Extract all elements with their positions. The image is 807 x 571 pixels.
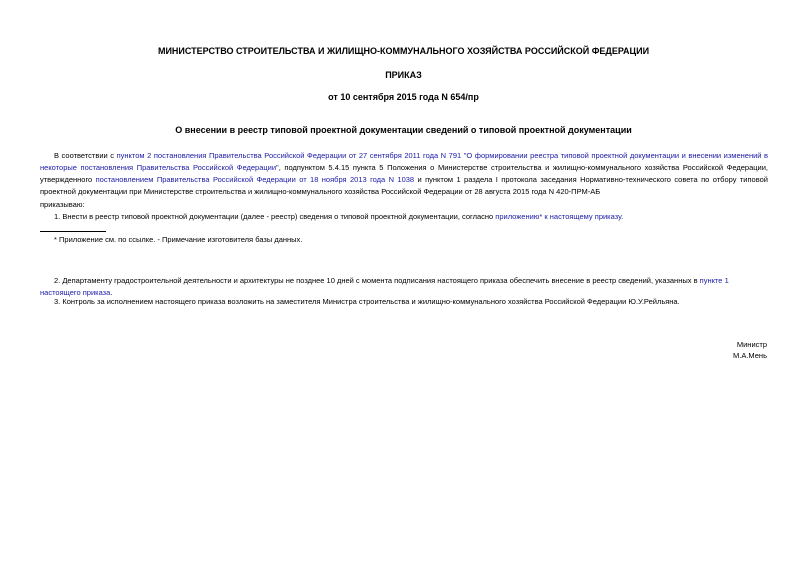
item-2-text-2: . xyxy=(110,288,113,297)
footnote-text: * Приложение см. по ссылке. - Примечание изготовителя базы данных. xyxy=(54,235,303,244)
item-2-text-1: 2. Департаменту градостроительной деятельности и архитектуры не позднее 10 дней с момента подписания настоящего приказа обеспечить внесение в реестр сведений, указанных в xyxy=(54,276,700,285)
preamble-text-3: и пунктом 1 раздела I протокола заседания Нормативно-технического совета по отбору типовой проектной документации при Министерстве строительства и жилищно-коммунального хозяйства Российской Федерации от 28 августа 2015 года N 420-ПРМ-АБ xyxy=(40,175,768,196)
item-3-paragraph: 3. Контроль за исполнением настоящего приказа возложить на заместителя Министра строительства и жилищно-коммунального хозяйства Российской Федерации Ю.У.Рейльяна. xyxy=(54,297,680,306)
link-item-1[interactable]: пункте 1 настоящего приказа xyxy=(40,276,729,297)
item-1-text-2: . xyxy=(621,212,624,221)
ministry-heading: МИНИСТЕРСТВО СТРОИТЕЛЬСТВА И ЖИЛИЩНО-КОММУНАЛЬНОГО ХОЗЯЙСТВА РОССИЙСКОЙ ФЕДЕРАЦИИ xyxy=(157,46,650,56)
link-decree-1038[interactable]: постановлением Правительства Российской Федерации от 18 ноября 2013 года N 1038 xyxy=(95,175,415,184)
date-number-heading: от 10 сентября 2015 года N 654/пр xyxy=(328,92,479,102)
link-appendix[interactable]: приложению* к настоящему приказу xyxy=(495,212,622,221)
signature-name: М.А.Мень xyxy=(733,351,767,360)
item-1-text-1: 1. Внести в реестр типовой проектной документации (далее - реестр) сведения о типовой проектной документации, согласно xyxy=(54,212,496,221)
preamble-text-2: , подпунктом 5.4.15 пункта 5 Положения о Министерстве строительства и жилищно-коммунального хозяйства Российской Федерации, утвержденного xyxy=(40,163,769,184)
signature-position: Министр xyxy=(736,340,767,349)
footnote-divider xyxy=(40,231,106,232)
signature-block xyxy=(733,339,767,361)
document-title: О внесении в реестр типовой проектной документации сведений о типовой проектной документации xyxy=(175,125,632,135)
order-word: приказываю: xyxy=(40,200,85,209)
preamble-text-1: В соответствии с xyxy=(54,151,117,160)
doc-type-heading: ПРИКАЗ xyxy=(385,70,422,80)
item-1-paragraph xyxy=(40,211,768,223)
preamble-paragraph xyxy=(40,150,768,198)
link-decree-791[interactable]: пунктом 2 постановления Правительства Российской Федерации от 27 сентября 2011 года N 791 "О формировании реестра типовой проектной документации и внесении изменений в некоторые постановления Правительства Российской Федерации" xyxy=(40,151,769,172)
